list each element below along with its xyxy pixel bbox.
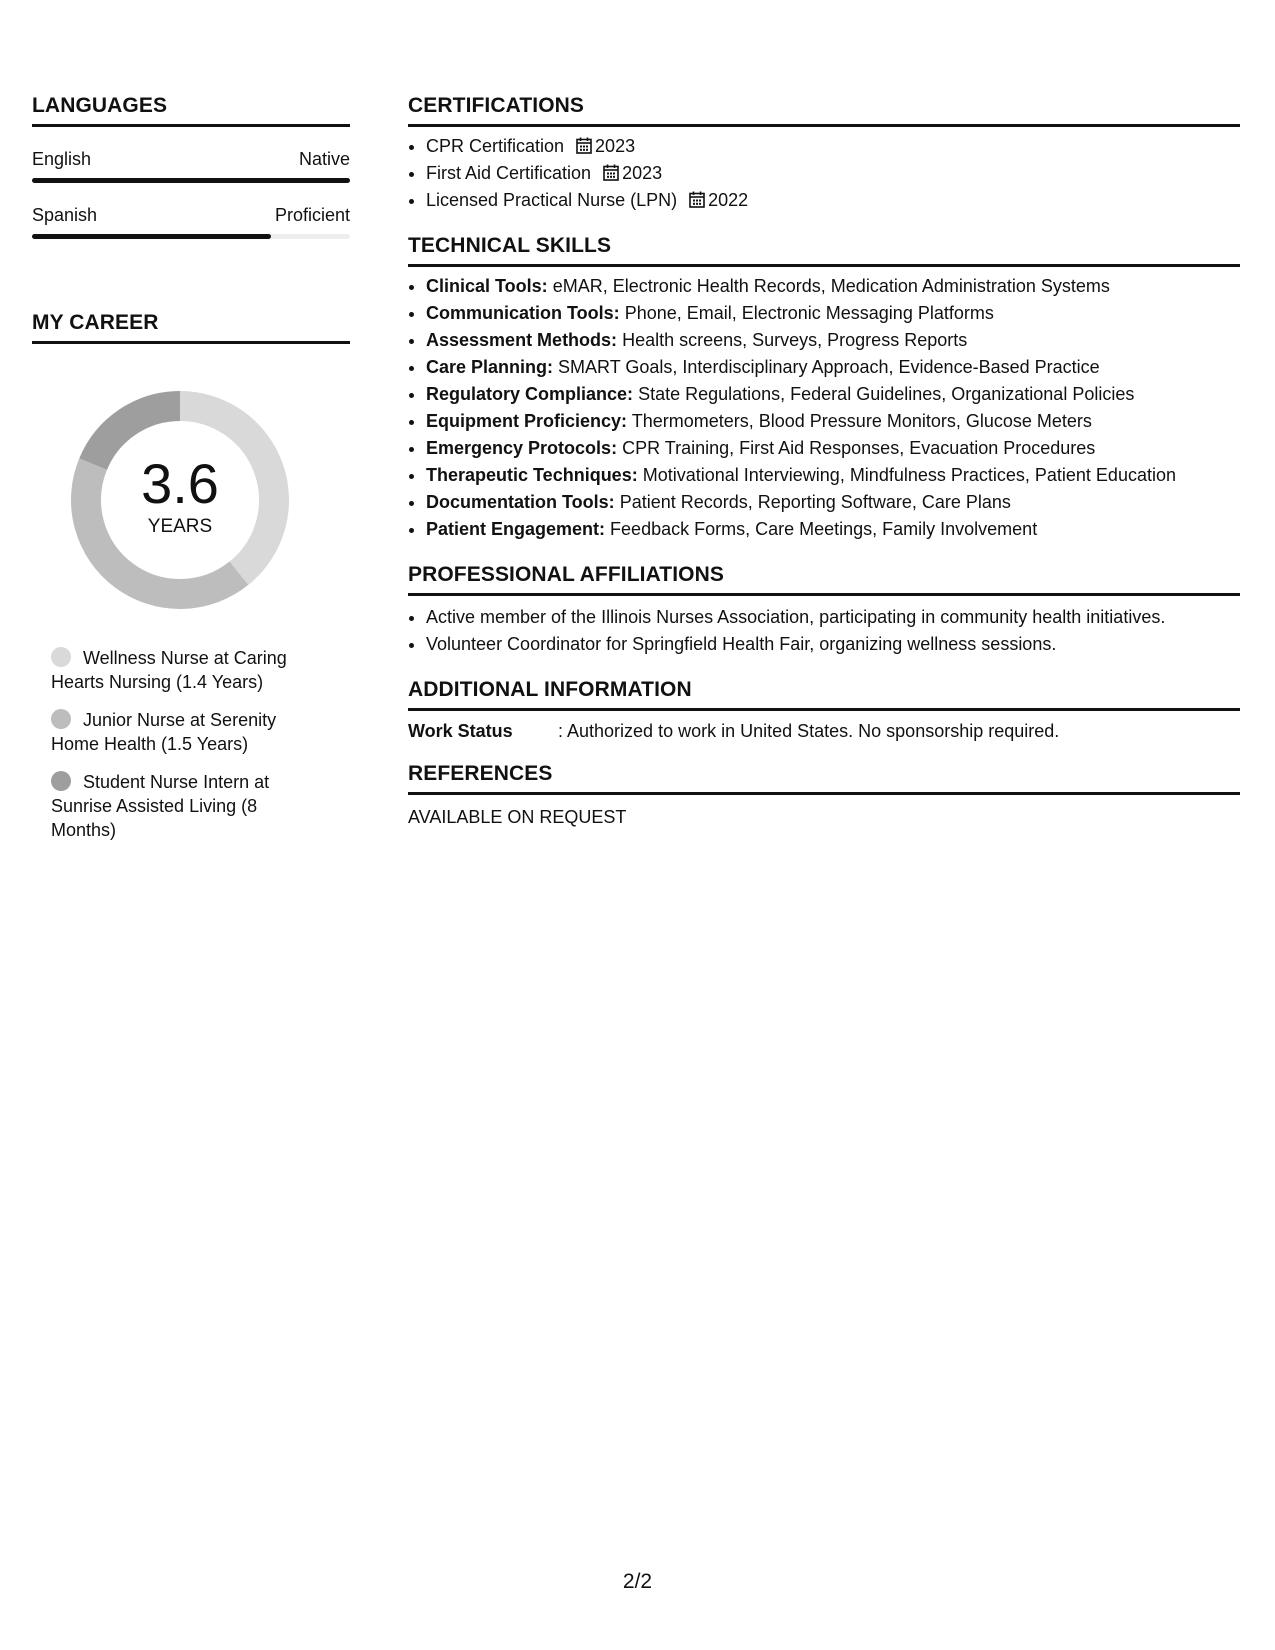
certification-item xyxy=(426,160,1240,187)
skill-value: Phone, Email, Electronic Messaging Platforms xyxy=(624,303,994,323)
work-status-row xyxy=(408,721,1240,742)
career-legend-label: Student Nurse Intern at Sunrise Assisted Living (8 Months) xyxy=(51,772,270,840)
career-legend-item xyxy=(51,770,311,842)
references-section xyxy=(408,762,1240,828)
skill-label: Assessment Methods: xyxy=(426,330,618,350)
skill-label: Clinical Tools: xyxy=(426,276,548,296)
skill-item xyxy=(426,381,1240,408)
certification-name: CPR Certification xyxy=(426,136,565,156)
career-total-years: 3.6 xyxy=(141,452,219,515)
certifications-list xyxy=(408,133,1240,214)
language-proficiency-fill xyxy=(32,234,271,239)
technical-skills-list xyxy=(408,273,1240,543)
legend-dot-icon xyxy=(51,709,71,729)
skill-value: Motivational Interviewing, Mindfulness Practices, Patient Education xyxy=(642,465,1176,485)
certification-year: 2022 xyxy=(708,190,749,210)
certifications-heading: CERTIFICATIONS xyxy=(408,94,1240,127)
skill-label: Emergency Protocols: xyxy=(426,438,618,458)
skill-label: Documentation Tools: xyxy=(426,492,615,512)
legend-dot-icon xyxy=(51,771,71,791)
language-proficiency-bar xyxy=(32,234,350,239)
skill-label: Patient Engagement: xyxy=(426,519,606,539)
calendar-icon xyxy=(689,191,705,208)
skill-item xyxy=(426,273,1240,300)
language-proficiency-fill xyxy=(32,178,350,183)
calendar-icon xyxy=(603,164,619,181)
certification-year: 2023 xyxy=(622,163,663,183)
career-legend xyxy=(32,646,350,842)
skill-item xyxy=(426,408,1240,435)
language-name: Spanish xyxy=(32,205,98,225)
skill-label: Therapeutic Techniques: xyxy=(426,465,638,485)
affiliations-list xyxy=(408,604,1240,658)
additional-info-heading: ADDITIONAL INFORMATION xyxy=(408,678,1240,711)
affiliation-item: • Volunteer Coordinator for Springfield Health Fair, organizing wellness sessions. xyxy=(426,631,1240,658)
skill-item xyxy=(426,300,1240,327)
skill-value: Health screens, Surveys, Progress Reports xyxy=(622,330,968,350)
skill-value: SMART Goals, Interdisciplinary Approach, Evidence-Based Practice xyxy=(558,357,1100,377)
career-legend-item xyxy=(51,646,311,694)
skill-label: Care Planning: xyxy=(426,357,554,377)
legend-dot-icon xyxy=(51,647,71,667)
calendar-icon xyxy=(576,137,592,154)
skill-value: CPR Training, First Aid Responses, Evacuation Procedures xyxy=(622,438,1096,458)
left-column xyxy=(32,94,350,856)
certification-year: 2023 xyxy=(595,136,636,156)
career-donut-chart xyxy=(66,386,294,614)
certification-item xyxy=(426,187,1240,214)
skill-item xyxy=(426,516,1240,543)
language-proficiency-bar xyxy=(32,178,350,183)
skill-value: Thermometers, Blood Pressure Monitors, Glucose Meters xyxy=(631,411,1092,431)
skill-value: eMAR, Electronic Health Records, Medication Administration Systems xyxy=(552,276,1110,296)
certification-name: First Aid Certification xyxy=(426,163,592,183)
language-level: Native xyxy=(298,149,350,169)
technical-skills-heading: TECHNICAL SKILLS xyxy=(408,234,1240,267)
skill-item xyxy=(426,462,1240,489)
certification-item xyxy=(426,133,1240,160)
career-heading: MY CAREER xyxy=(32,311,350,344)
affiliation-item: • Active member of the Illinois Nurses Association, participating in community health initiatives. xyxy=(426,604,1240,631)
skill-item xyxy=(426,354,1240,381)
career-total-unit: YEARS xyxy=(147,516,213,537)
career-legend-label: Wellness Nurse at Caring Hearts Nursing (1.4 Years) xyxy=(51,648,287,692)
affiliations-heading: PROFESSIONAL AFFILIATIONS xyxy=(408,563,1240,596)
skill-label: Regulatory Compliance: xyxy=(426,384,634,404)
skill-item xyxy=(426,489,1240,516)
work-status-label: Work Status xyxy=(408,721,513,741)
skill-item xyxy=(426,435,1240,462)
donut-center xyxy=(66,386,294,614)
skill-value: State Regulations, Federal Guidelines, Organizational Policies xyxy=(638,384,1135,404)
languages-list xyxy=(32,149,350,239)
certification-name: Licensed Practical Nurse (LPN) xyxy=(426,190,678,210)
career-legend-item xyxy=(51,708,311,756)
work-status-value: : Authorized to work in United States. No sponsorship required. xyxy=(558,721,1060,741)
career-legend-label: Junior Nurse at Serenity Home Health (1.5 Years) xyxy=(51,710,277,754)
skill-value: Patient Records, Reporting Software, Care Plans xyxy=(619,492,1011,512)
references-text: AVAILABLE ON REQUEST xyxy=(408,807,627,827)
affiliations-section xyxy=(408,563,1240,658)
page-number: 2/2 xyxy=(622,1570,653,1593)
language-item xyxy=(32,205,350,239)
skill-item xyxy=(426,327,1240,354)
references-heading: REFERENCES xyxy=(408,762,1240,795)
technical-skills-section xyxy=(408,234,1240,543)
languages-heading: LANGUAGES xyxy=(32,94,350,127)
language-level: Proficient xyxy=(274,205,350,225)
skill-label: Equipment Proficiency: xyxy=(426,411,628,431)
skill-label: Communication Tools: xyxy=(426,303,620,323)
right-column xyxy=(408,94,1240,828)
skill-value: Feedback Forms, Care Meetings, Family Involvement xyxy=(610,519,1038,539)
language-name: English xyxy=(32,149,92,169)
language-item xyxy=(32,149,350,183)
additional-info-section xyxy=(408,678,1240,742)
